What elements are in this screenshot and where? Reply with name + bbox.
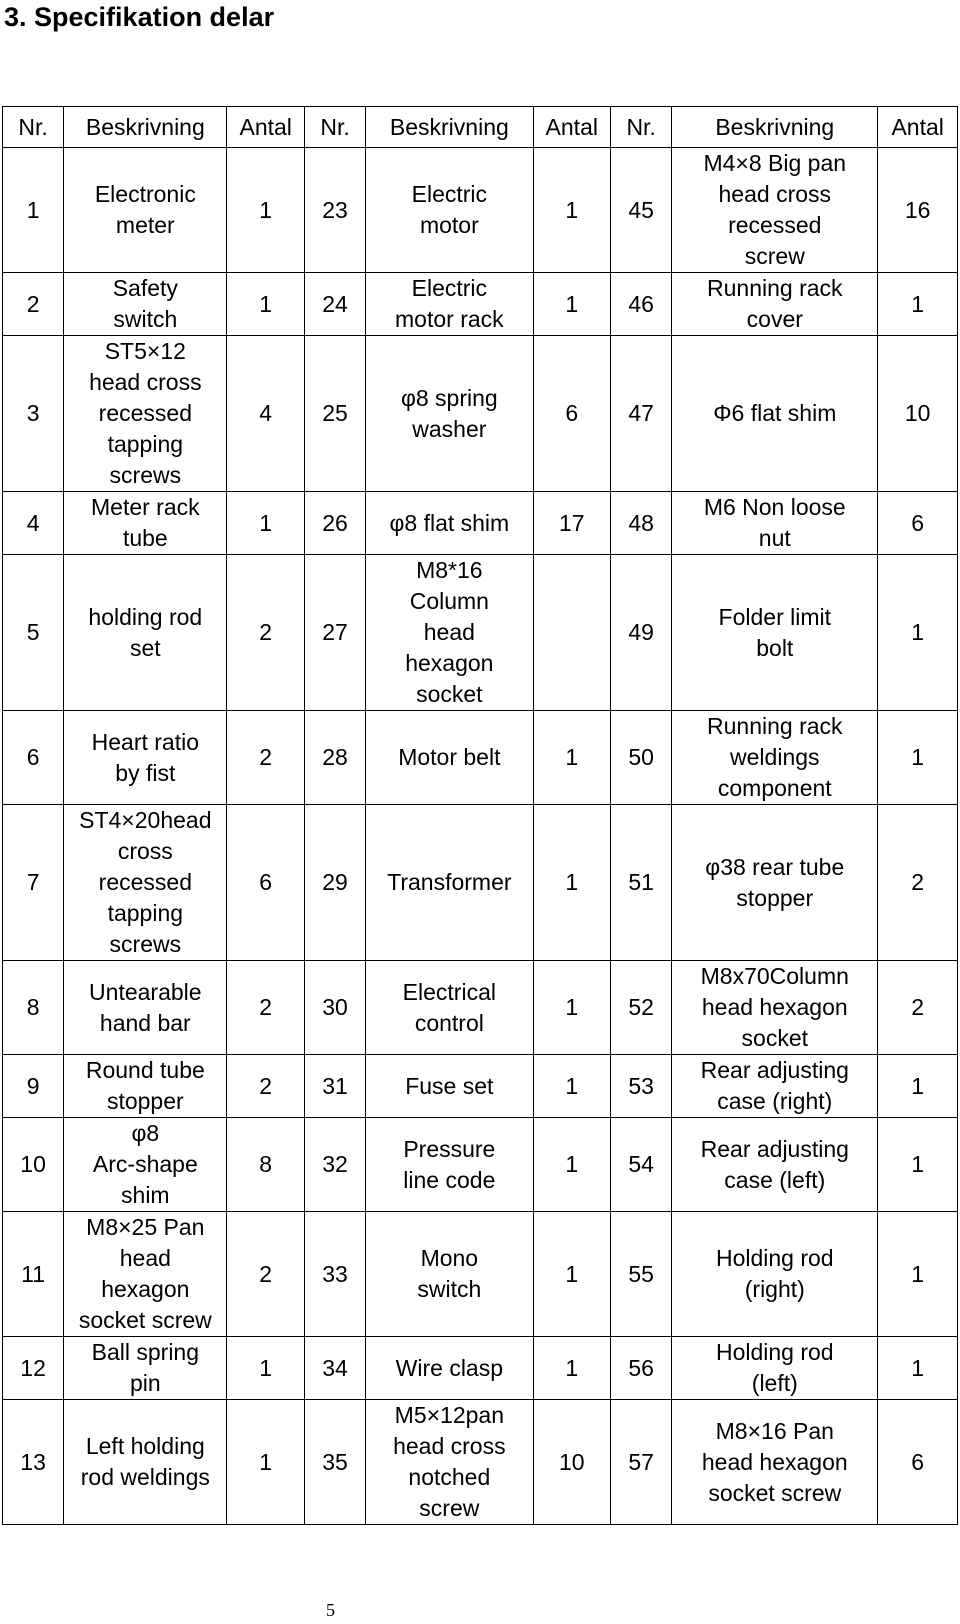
cell-nr-3: 46 <box>611 273 672 336</box>
cell-nr-1: 1 <box>3 148 64 273</box>
cell-antal-3: 1 <box>878 711 958 805</box>
cell-nr-1: 5 <box>3 555 64 711</box>
cell-antal-3: 1 <box>878 273 958 336</box>
cell-nr-2: 29 <box>304 805 365 961</box>
cell-nr-2: 32 <box>304 1118 365 1212</box>
cell-antal-2: 1 <box>533 711 611 805</box>
cell-nr-2: 26 <box>304 492 365 555</box>
cell-beskrivning-1: M8×25 Pan head hexagon socket screw <box>64 1212 227 1337</box>
cell-nr-3: 54 <box>611 1118 672 1212</box>
cell-beskrivning-1: φ8 Arc-shape shim <box>64 1118 227 1212</box>
cell-antal-2: 1 <box>533 1212 611 1337</box>
cell-beskrivning-1: ST4×20head cross recessed tapping screws <box>64 805 227 961</box>
cell-antal-1: 1 <box>227 1400 305 1525</box>
cell-beskrivning-2: Pressure line code <box>366 1118 533 1212</box>
cell-beskrivning-3: M6 Non loose nut <box>672 492 878 555</box>
cell-beskrivning-2: φ8 flat shim <box>366 492 533 555</box>
cell-antal-3: 1 <box>878 1118 958 1212</box>
cell-antal-2: 6 <box>533 336 611 492</box>
table-row <box>3 961 958 1055</box>
cell-beskrivning-1: Untearable hand bar <box>64 961 227 1055</box>
cell-antal-2: 10 <box>533 1400 611 1525</box>
cell-antal-2: 1 <box>533 805 611 961</box>
cell-beskrivning-3: Running rack cover <box>672 273 878 336</box>
cell-antal-1: 1 <box>227 492 305 555</box>
cell-beskrivning-3: Folder limit bolt <box>672 555 878 711</box>
cell-beskrivning-2: Electric motor <box>366 148 533 273</box>
table-row <box>3 1212 958 1337</box>
header-antal-2: Antal <box>533 107 611 148</box>
cell-antal-3: 16 <box>878 148 958 273</box>
table-row <box>3 805 958 961</box>
cell-beskrivning-2: Mono switch <box>366 1212 533 1337</box>
table-row <box>3 555 958 711</box>
header-antal-1: Antal <box>227 107 305 148</box>
cell-nr-3: 56 <box>611 1337 672 1400</box>
header-beskrivning-3: Beskrivning <box>672 107 878 148</box>
table-row <box>3 273 958 336</box>
cell-nr-3: 53 <box>611 1055 672 1118</box>
cell-nr-3: 49 <box>611 555 672 711</box>
table-body <box>3 148 958 1525</box>
cell-beskrivning-2: φ8 spring washer <box>366 336 533 492</box>
cell-antal-1: 1 <box>227 273 305 336</box>
cell-nr-2: 30 <box>304 961 365 1055</box>
cell-nr-2: 27 <box>304 555 365 711</box>
cell-beskrivning-1: Heart ratio by fist <box>64 711 227 805</box>
cell-beskrivning-2: M8*16 Column head hexagon socket <box>366 555 533 711</box>
cell-nr-3: 48 <box>611 492 672 555</box>
page-title: 3. Specifikation delar <box>4 2 275 32</box>
cell-antal-1: 4 <box>227 336 305 492</box>
cell-nr-2: 34 <box>304 1337 365 1400</box>
cell-antal-3: 1 <box>878 1055 958 1118</box>
header-antal-3: Antal <box>878 107 958 148</box>
page-number: 5 <box>326 1600 335 1620</box>
cell-nr-1: 4 <box>3 492 64 555</box>
cell-antal-2: 1 <box>533 961 611 1055</box>
cell-beskrivning-1: Left holding rod weldings <box>64 1400 227 1525</box>
cell-antal-1: 1 <box>227 148 305 273</box>
cell-antal-2 <box>533 555 611 711</box>
cell-antal-1: 6 <box>227 805 305 961</box>
cell-nr-2: 35 <box>304 1400 365 1525</box>
cell-antal-2: 1 <box>533 148 611 273</box>
table-row <box>3 1337 958 1400</box>
header-beskrivning-1: Beskrivning <box>64 107 227 148</box>
cell-antal-2: 17 <box>533 492 611 555</box>
cell-beskrivning-2: Electric motor rack <box>366 273 533 336</box>
cell-nr-2: 25 <box>304 336 365 492</box>
cell-nr-2: 33 <box>304 1212 365 1337</box>
cell-nr-3: 45 <box>611 148 672 273</box>
cell-beskrivning-2: Wire clasp <box>366 1337 533 1400</box>
cell-beskrivning-1: Round tube stopper <box>64 1055 227 1118</box>
cell-nr-1: 6 <box>3 711 64 805</box>
cell-nr-3: 55 <box>611 1212 672 1337</box>
cell-beskrivning-3: M8×16 Pan head hexagon socket screw <box>672 1400 878 1525</box>
cell-nr-1: 12 <box>3 1337 64 1400</box>
cell-nr-2: 28 <box>304 711 365 805</box>
cell-beskrivning-3: Rear adjusting case (left) <box>672 1118 878 1212</box>
parts-spec-table <box>2 106 958 1525</box>
cell-antal-2: 1 <box>533 1337 611 1400</box>
table-row <box>3 148 958 273</box>
cell-beskrivning-3: Rear adjusting case (right) <box>672 1055 878 1118</box>
cell-nr-1: 3 <box>3 336 64 492</box>
cell-beskrivning-3: Holding rod (left) <box>672 1337 878 1400</box>
cell-nr-1: 13 <box>3 1400 64 1525</box>
cell-antal-3: 6 <box>878 492 958 555</box>
header-beskrivning-2: Beskrivning <box>366 107 533 148</box>
table-row <box>3 492 958 555</box>
cell-nr-3: 57 <box>611 1400 672 1525</box>
cell-antal-1: 1 <box>227 1337 305 1400</box>
cell-nr-2: 31 <box>304 1055 365 1118</box>
cell-antal-1: 2 <box>227 711 305 805</box>
cell-beskrivning-1: Electronic meter <box>64 148 227 273</box>
cell-beskrivning-3: M4×8 Big pan head cross recessed screw <box>672 148 878 273</box>
cell-antal-3: 2 <box>878 961 958 1055</box>
cell-nr-1: 2 <box>3 273 64 336</box>
cell-beskrivning-3: Running rack weldings component <box>672 711 878 805</box>
cell-beskrivning-3: φ38 rear tube stopper <box>672 805 878 961</box>
cell-antal-3: 1 <box>878 555 958 711</box>
table-row <box>3 1118 958 1212</box>
cell-antal-2: 1 <box>533 1055 611 1118</box>
cell-beskrivning-1: Ball spring pin <box>64 1337 227 1400</box>
header-nr-3: Nr. <box>611 107 672 148</box>
table-row <box>3 1400 958 1525</box>
cell-nr-3: 47 <box>611 336 672 492</box>
cell-nr-3: 52 <box>611 961 672 1055</box>
cell-beskrivning-2: Electrical control <box>366 961 533 1055</box>
cell-antal-3: 10 <box>878 336 958 492</box>
cell-beskrivning-2: Transformer <box>366 805 533 961</box>
cell-beskrivning-3: Φ6 flat shim <box>672 336 878 492</box>
cell-nr-1: 11 <box>3 1212 64 1337</box>
cell-antal-3: 1 <box>878 1212 958 1337</box>
cell-beskrivning-1: holding rod set <box>64 555 227 711</box>
cell-nr-1: 8 <box>3 961 64 1055</box>
table-header-row <box>3 107 958 148</box>
cell-beskrivning-3: Holding rod (right) <box>672 1212 878 1337</box>
header-nr-1: Nr. <box>3 107 64 148</box>
cell-nr-3: 51 <box>611 805 672 961</box>
cell-beskrivning-3: M8x70Column head hexagon socket <box>672 961 878 1055</box>
cell-antal-1: 2 <box>227 961 305 1055</box>
cell-beskrivning-1: ST5×12 head cross recessed tapping screws <box>64 336 227 492</box>
cell-beskrivning-2: M5×12pan head cross notched screw <box>366 1400 533 1525</box>
cell-beskrivning-2: Motor belt <box>366 711 533 805</box>
table-row <box>3 336 958 492</box>
cell-antal-1: 2 <box>227 1055 305 1118</box>
cell-antal-3: 2 <box>878 805 958 961</box>
cell-nr-3: 50 <box>611 711 672 805</box>
header-nr-2: Nr. <box>304 107 365 148</box>
cell-antal-1: 2 <box>227 555 305 711</box>
cell-antal-1: 2 <box>227 1212 305 1337</box>
table-row <box>3 711 958 805</box>
table-row <box>3 1055 958 1118</box>
cell-nr-1: 7 <box>3 805 64 961</box>
cell-nr-2: 24 <box>304 273 365 336</box>
cell-antal-2: 1 <box>533 1118 611 1212</box>
cell-nr-1: 9 <box>3 1055 64 1118</box>
cell-nr-1: 10 <box>3 1118 64 1212</box>
cell-beskrivning-2: Fuse set <box>366 1055 533 1118</box>
cell-antal-3: 1 <box>878 1337 958 1400</box>
cell-antal-1: 8 <box>227 1118 305 1212</box>
cell-antal-3: 6 <box>878 1400 958 1525</box>
cell-nr-2: 23 <box>304 148 365 273</box>
cell-beskrivning-1: Safety switch <box>64 273 227 336</box>
cell-beskrivning-1: Meter rack tube <box>64 492 227 555</box>
cell-antal-2: 1 <box>533 273 611 336</box>
